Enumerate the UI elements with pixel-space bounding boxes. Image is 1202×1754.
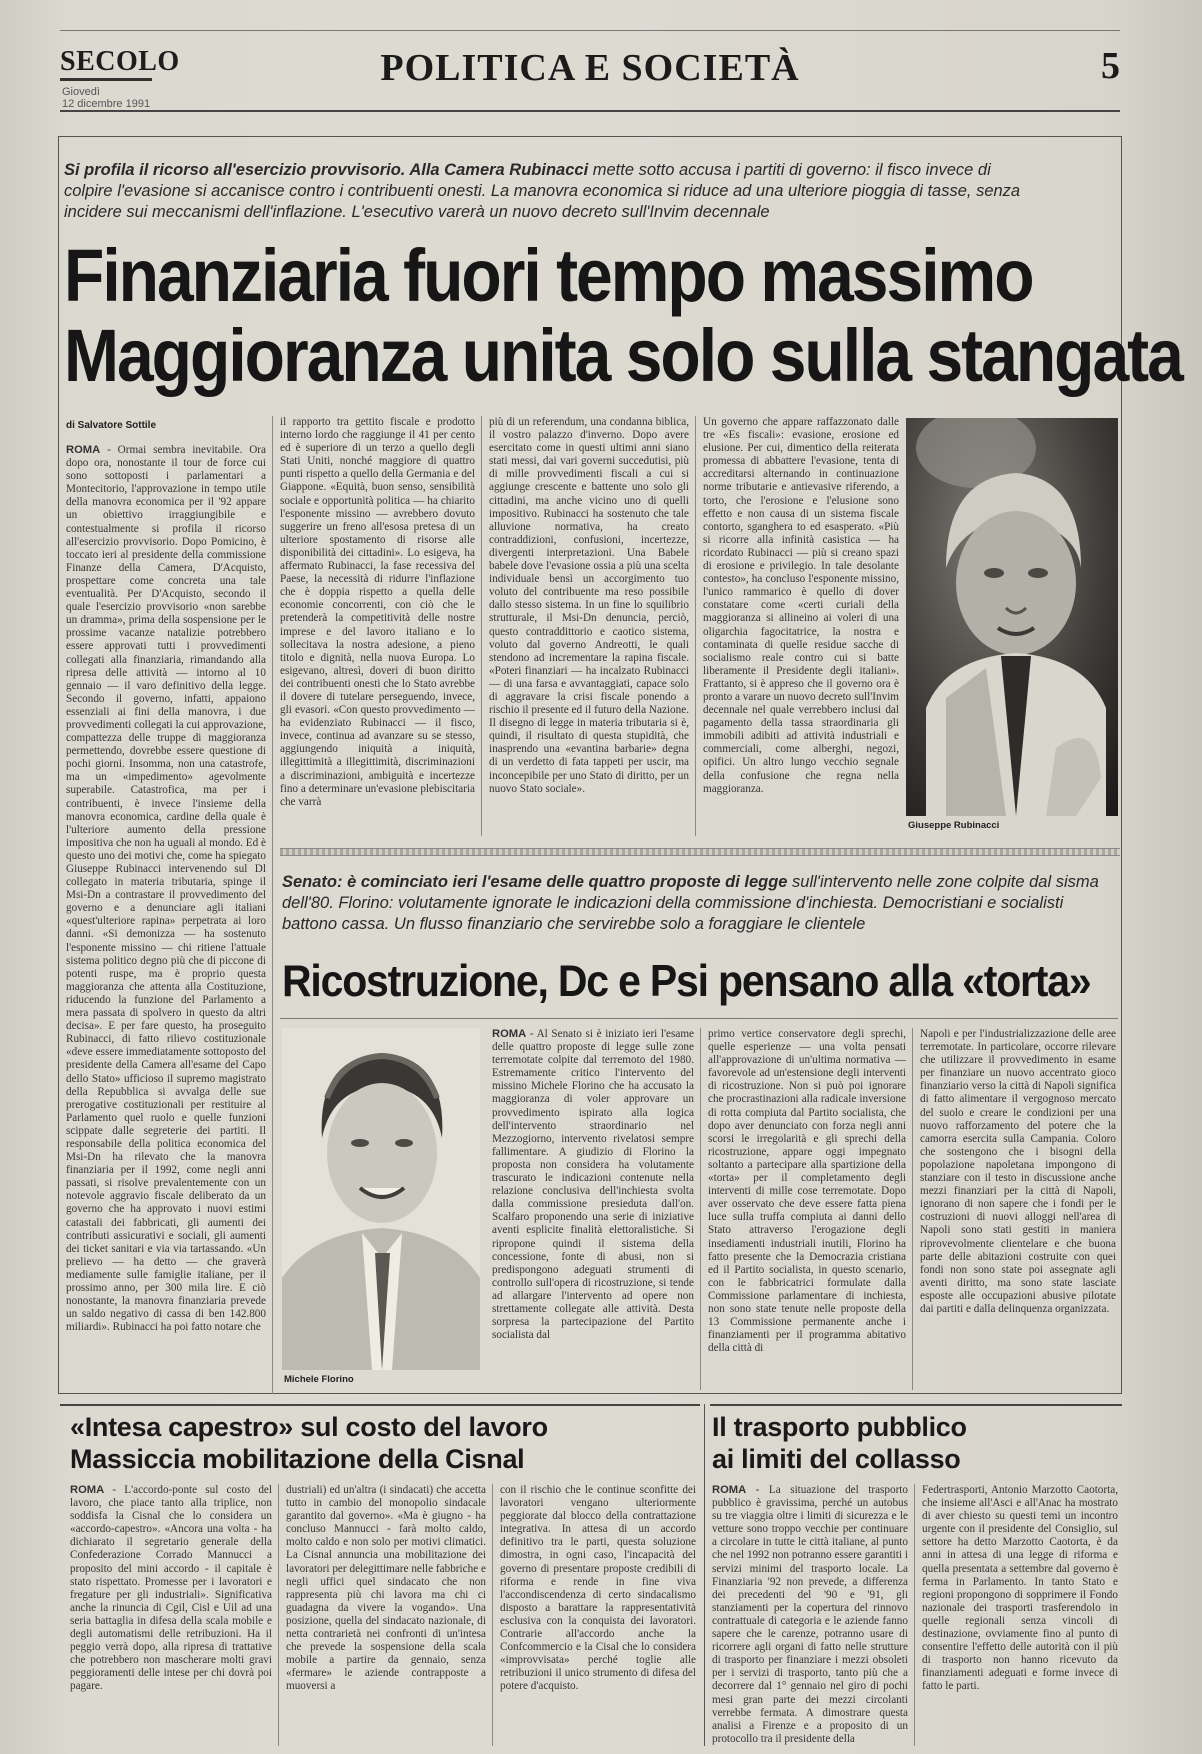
main-col1-text: Ormai sembra inevitabile. Ora dopo ora, nonostante il tour de force cui sono sottoposti i parlamentari a Montecitorio, l'approvazione in tempo utile della manovra economica per il '92 appare un obiettivo irraggiungibile e contestualmente si profila il ricorso all'esercizio provvisorio. Dopo Pomicino, è toccato ieri al presidente della commissione Finanze della Camera, D'Acquisto, prospettare come concreta una tale eventualità. Per D'Acquisto, secondo il quale l'esercizio provvisorio «non sarebbe un dramma», prima della sospensione per le prossime vacanze natalizie potrebbero essere approvati tutti i provvedimenti collegati alla finanziaria, rimandando alla ripresa delle attività — intorno al 10 gennaio — il varo definitivo della legge. Secondo il governo, infatti, appaiono essenziali ai fini della manovra, i due provvedimenti collegati la cui approvazione, compattezza delle truppe di maggioranza permettendo, dovrebbe essere questione di pochi giorni. Insomma, non una catastrofe, ma un «impedimento» agevolmente superabile. Catastrofica, ma per i contribuenti, è invece l'insieme della manovra economica, cardine della quale è l'ulteriore aumento della pressione impositiva che non ha uguali al mondo. Ed è questo uno dei motivi che, come ha spiegato Giuseppe Rubinacci intervenendo sul Dl collegato in materia tributaria, spinge il Msi-Dn a contrastare il provvedimento del governo e a denunciare agli italiani «quest'ulteriore rapina» perpetrata ai loro danni. «Si demonizza — ha sostenuto l'esponente missino — chi ritiene l'attuale sistema politico degno più che di piccone di potenti ruspe, ma è proprio questa maggioranza che attenta alla Costituzione, riducendo la funzione del Parlamento a mera passata di spolvero in questo da altri decisa». E per fare questo, ha proseguito Rubinacci, di fatto rilievo costituzionale «deve essere immediatamente sottoposto del presidente della Camera all'esame del Capo dello Stato» ufficioso il supremo magistrato della Repubblica si avvalga delle sue prerogative costituzionali per restituire al Parlamento quel ruolo e quelle funzioni scippate dalle segreterie dei partiti. Il responsabile della politica economica del Msi-Dn ha rilevato che la manovra finanziaria per il 1992, come negli anni passati, si risolve prevalentemente con un notevole aggravio fiscale deliberato da un governo che ha approvato i nuovi estimi catastali dei fabbricati, gli aumenti dei contributi assicurativi e sociali, gli aumenti dei ticket sanitari e via via tartassando. «Un prelievo — ha detto — che graverà mediamente sulle famiglie italiane, per il prossimo anno, per 300 mila lire. E ciò nonostante, la manovra finanziaria prevede un saldo negativo di cassa di ben 142.800 miliardi». Rubinacci ha poi fatto notare che (66, 444, 266, 1334)
main-article-kicker (64, 160, 1024, 223)
second-article-column-1: ROMA - Al Senato si è iniziato ieri l'esame delle quattro proposte di legge sulle zone terremotate colpite dal terremoto del 1980. Estremamente critico l'intervento del missino Michele Florino che ha accusato la maggioranza di voler approvare un provvedimento ispirato alla logica dell'intervento straordinario nel Mezzogiorno, intervento rivelatosi sempre fallimentare. A giudizio di Florino la proposta non considera ha volutamente trascurato le indicazioni contenute nella relazione conclusiva dell'inchiesta svolta dalla commissione presieduta dall'on. Scalfaro proponendo una serie di iniziative aventi esplicite finalità elettoralistiche. Si ripropone quindi il sistema della concessione, fonte di abusi, non si predispongono adeguati strumenti di controllo sull'opera di ricostruzione, si tende ad allargare l'intervento ad opere non strettamente collegate alle attività. Desta sorpresa la partecipazione del Partito socialista dal (492, 1028, 694, 1342)
florino-caption: Michele Florino (284, 1374, 354, 1385)
bottom-right-dateline: ROMA (712, 1484, 747, 1496)
masthead-top-rule (60, 30, 1120, 31)
portrait-image (282, 1028, 480, 1370)
column-divider (912, 1028, 913, 1390)
second-col1-text: Al Senato si è iniziato ieri l'esame delle quattro proposte di legge sulle zone terremotate colpite dal terremoto del 1980. Estremamente critico l'intervento del missino Michele Florino che ha accusato la maggioranza di voler approvare un provvedimento ispirato alla logica dell'intervento straordinario nel Mezzogiorno, intervento rivelatosi sempre fallimentare. A giudizio di Florino la proposta non considera ha volutamente trascurato le indicazioni contenute nella relazione conclusiva dell'inchiesta svolta dalla commissione presieduta dall'on. Scalfaro proponendo una serie di iniziative aventi esplicite finalità elettoralistiche. Si ripropone quindi il sistema della concessione, fonte di abusi, non si predispongono adeguati strumenti di controllo sull'opera di ricostruzione, si tende ad allargare l'intervento ad opere non strettamente collegate alle attività. Desta sorpresa la partecipazione del Partito socialista dal (492, 1028, 694, 1342)
portrait-image (906, 418, 1118, 816)
main-article-column-2 (280, 416, 475, 836)
section-separator-stripe (280, 848, 1120, 856)
second-col2-text: primo vertice conservatore degli sprechi, quelle esperienze — una volta pensati all'approvazione di un'ultima normativa — favorevole ad un'estensione degli interventi di ricostruzione. Non si può poi ignorare che procrastinazioni alla radicale inversione di rotta compiuta dal Partito socialista, che dopo aver denunciato con forza negli anni scorsi le irregolarità e gli sprechi della ricostruzione, appare oggi impegnato soltanto a partecipare alla spartizione della «torta» per il completamento degli interventi di mille cose terremotate. Dopo aver osservato che deve essere fatta piena luce sulla truffa compiuta ai danni dello Stato attraverso l'erogazione degli insediamenti industriali inutili, Florino ha fatto presente che la Democrazia cristiana ed il Partito socialista, in questo scenario, con le fabbricatrici formulate dalla Commissione parlamentare di inchiesta, non sono state tenute nelle proposte della 13 Commissione permanente anche i finanziamenti per il programma abitativo della città di (708, 1028, 906, 1355)
bottom-right-headline-line2: ai limiti del collasso (712, 1444, 961, 1474)
rubinacci-photo (906, 418, 1118, 816)
bottom-left-dateline: ROMA (70, 1484, 105, 1496)
second-kicker-bold: Senato: è cominciato ieri l'esame delle quattro proposte di legge (282, 873, 788, 891)
main-article-column-1: ROMA - Ormai sembra inevitabile. Ora dopo ora, nonostante il tour de force cui sono sottoposti i parlamentari a Montecitorio, l'approvazione in tempo utile della manovra economica per il '92 appare un obiettivo irraggiungibile e contestualmente si profila il ricorso all'esercizio provvisorio. Dopo Pomicino, è toccato ieri al presidente della commissione Finanze della Camera, D'Acquisto, prospettare come concreta una tale eventualità. Per D'Acquisto, secondo il quale l'esercizio provvisorio «non sarebbe un dramma», prima della sospensione per le prossime vacanze natalizie potrebbero essere approvati tutti i provvedimenti collegati alla finanziaria, rimandando alla ripresa delle attività — intorno al 10 gennaio — il varo definitivo della legge. Secondo il governo, infatti, appaiono essenziali ai fini della manovra, i due provvedimenti collegati la cui approvazione, compattezza delle truppe di maggioranza permettendo, dovrebbe essere questione di pochi giorni. Insomma, non una catastrofe, ma un «impedimento» agevolmente superabile. Catastrofica, ma per i contribuenti, è invece l'insieme della manovra economica, cardine della quale è l'ulteriore aumento della pressione impositiva che non ha uguali al mondo. Ed è questo uno dei motivi che, come ha spiegato Giuseppe Rubinacci intervenendo sul Dl collegato in materia tributaria, spinge il Msi-Dn a contrastare il provvedimento del governo e a denunciare agli italiani «quest'ulteriore rapina» perpetrata ai loro danni. «Si demonizza — ha sostenuto l'esponente missino — chi ritiene l'attuale sistema politico degno più che di piccone di potenti ruspe, ma è proprio questa maggioranza che attenta alla Costituzione, riducendo la funzione del Parlamento a mera passata di spolvero in questo da altri decisa». E per fare questo, ha proseguito Rubinacci, di fatto rilievo costituzionale «deve essere immediatamente sottoposto del presidente della Camera all'esame del Capo dello Stato» ufficioso il supremo magistrato della Repubblica si avvalga delle sue prerogative costituzionali per restituire al Parlamento quel ruolo e quelle funzioni scippate dalle segreterie dei partiti. Il responsabile della politica economica del Msi-Dn ha rilevato che la manovra finanziaria per il 1992, come negli anni passati, si risolve prevalentemente con un notevole aggravio fiscale deliberato da un governo che ha approvato i nuovi estimi catastali dei fabbricati, gli aumenti dei contributi assicurativi e sociali, gli aumenti dei ticket sanitari e via via tartassando. «Un prelievo — ha detto — che graverà mediamente sulle famiglie italiane, per il prossimo anno, per 300 mila lire. E ciò nonostante, la manovra finanziaria prevede un saldo negativo di cassa di ben 142.800 miliardi». Rubinacci ha poi fatto notare che (66, 444, 266, 1334)
main-kicker-bold: Si profila il ricorso all'esercizio provvisorio. Alla Camera Rubinacci (64, 161, 589, 179)
second-article-kicker (282, 872, 1112, 935)
main-article-column-3 (489, 416, 689, 836)
column-divider (492, 1484, 493, 1746)
bottom-left-column-3 (500, 1484, 696, 1746)
second-kicker-rest: sull'intervento nelle zone colpite dal sisma dell'80. Florino: volutamente ignorate le indicazioni della commissione d'inchiesta. Democristiani e socialisti battono cassa. Un flusso finanziario che servirebbe solo a foraggiare le clientele (282, 873, 1099, 933)
masthead (60, 40, 1120, 112)
second-article-headline: Ricostruzione, Dc e Psi pensano alla «torta» (282, 956, 1091, 1006)
bottom-right-top-rule (710, 1404, 1122, 1406)
page-number: 5 (1101, 45, 1120, 87)
second-dateline: ROMA (492, 1028, 527, 1040)
issue-day: Giovedì (62, 86, 100, 98)
bottom-left-col1-text: L'accordo-ponte sul costo del lavoro, che piace tanto alla triplice, non soddisfa la Cisnal che lo considera un «accordo-capestro». «Ancora una volta - ha dichiarato il segretario generale della Confederazione Corrado Mannucci a proposito del mini accordo - il capitale è stato rispettato. Promesse per i lavoratori e fregature per gli industriali». Significativa anche la rinuncia di Cgil, Cisl e Uil ad una seria battaglia in difesa della scala mobile e degli automatismi delle retribuzioni. Ha il peggio verrà dopo, alla ripresa di trattative che potrebbero non mascherare molti gravi peggioramenti delle intese per chi dovrà poi pagare. (70, 1484, 272, 1693)
bottom-right-column-1: ROMA - La situazione del trasporto pubblico è gravissima, perché un autobus su tre viaggia oltre i limiti di sicurezza e le vetture sono troppo vecchie per continuare a circolare in tutte le città italiane, al punto che nel 1992 non potranno essere garantiti i servizi minimi del trasporto locale. La Finanziaria '92 non prevede, a differenza dei precedenti del '90 e '91, gli stanziamenti per la copertura del rinnovo contrattuale di categoria e le aziende fanno sapere che le carenze, potranno usare di ricorrere agli organi di fatto nelle strutture di trasporto per finanziare i mezzi obsoleti per i servizi di trasporto, tanto più che a decorrere dal 1° gennaio nel giro di pochi mesi gran parte dei mezzi circolanti verrebbe fermata. A dimostrare questa analisi a Firenze e a proposito di un protocollo tra il presidente della (712, 1484, 908, 1745)
newspaper-logo: SECOLO (60, 46, 180, 77)
column-divider (481, 416, 482, 836)
column-divider (914, 1484, 915, 1746)
florino-photo (282, 1028, 480, 1370)
main-col3-text: più di un referendum, una condanna biblica, il vostro palazzo d'inverno. Dopo avere esercitato come in questi ultimi anni siano stati messi, dai vari governi succedutisi, più di mille provvedimenti fiscali a cui si aggiunge crescente e battente uno solo gli cittadini, ma anche vicino uno di quelli impositivo. Rubinacci ha sostenuto che tale alluvione normativa, ha creato contraddizioni, confusioni, incertezze, divergenti interpretazioni. Una Babele babele dove l'evasione ossia a più una scelta individuale bensì un accorgimento tuo voluto del contribuente ma reso possibile dallo stesso sistema. In un fine lo squilibrio strutturale, il Msi-Dn denuncia, perciò, questo contraddittorio e caotico sistema, voluto dal governo Andreotti, le quali stendono ad incrementare la rapina fiscale. «Poteri finanziari — ha incalzato Rubinacci — di una farsa e avvantaggiati, capace solo di aggravare la crisi fiscale ponendo a rischio il presente ed il futuro della Nazione. Il disegno di legge in materia tributaria si è, quindi, il risultato di questa stupidità, che inasprendo una «evantina barbarie» degna di un verdetto di fata tappeti per uscir, ma inconcepibile per uno Stato di diritto, per un nuovo Stato sociale». (489, 416, 689, 795)
bottom-left-headline-line2: Massiccia mobilitazione della Cisnal (70, 1444, 525, 1474)
second-article-rule (280, 1018, 1118, 1019)
bottom-right-column-2 (922, 1484, 1118, 1746)
bottom-left-column-2 (286, 1484, 486, 1746)
masthead-rule (60, 110, 1120, 112)
column-divider (272, 416, 273, 1394)
second-article-column-3 (920, 1028, 1116, 1392)
column-divider (700, 1028, 701, 1390)
bottom-left-top-rule (60, 1404, 700, 1406)
article-divider (704, 1404, 705, 1746)
bottom-left-headline-line1: «Intesa capestro» sul costo del lavoro (70, 1412, 548, 1442)
main-col2-text: il rapporto tra gettito fiscale e prodotto interno lordo che raggiunge il 41 per cento ed è superiore di un terzo a quello degli Stati Uniti, nonché maggiore di quattro punti rispetto a quello della Germania e del Giappone. «Equità, buon senso, sensibilità sociale e opportunità politica — ha chiarito l'esponente missino — avrebbero dovuto suggerire un freno all'esosa pretesa di un ulteriore spostamento di risorse alle disponibilità dei cittadini». Lo esigeva, ha affermato Rubinacci, la fase recessiva del Paese, la necessità di ridurre l'inflazione che è doppia rispetto a quella delle economie concorrenti, con ciò che le pretenderà la competitività delle nostre imprese e del lavoro italiano e lo sollecitava la nostra adesione, a pieno titolo e dignità, nella nuova Europa. Lo esigevano, altresì, doveri di buon diritto dei contribuenti onesti che lo Stato avrebbe il dovere di tutelare perseguendo, invece, gli evasori. «Con questo provvedimento — ha evidenziato Rubinacci — il fisco, invece, continua ad avanzare su se stesso, aggiungendo iniquità a iniquità, illegittimità a illegittimità, discriminazioni a discriminazioni, ambiguità e incertezze fino a determinare un'evasione plebiscitaria che varrà (280, 416, 475, 808)
main-headline-line1: Finanziaria fuori tempo massimo (64, 233, 1033, 317)
bottom-left-col2-text: dustriali) ed un'altra (i sindacati) che accetta tutto in cambio del monopolio sindacale garantito dal governo». «Ma è giugno - ha concluso Mannucci - farà molto caldo, molto caldo e non solo per motivi climatici. La Cisnal annuncia una mobilitazione dei lavoratori per delegittimare nelle fabbriche e negli uffici quel sindacato che non rappresenta più chi lavora ma chi ci guadagna da vivere la vogando». Una posizione, quella del sindacato nazionale, di netta contrarietà nei confronti di un'intesa che prevede la sospensione della scala mobile a partire da gennaio, senza «fermare» le aziende contrapposte a muoversi a (286, 1484, 486, 1693)
bottom-right-col2-text: Federtrasporti, Antonio Marzotto Caotorta, che insieme all'Asci e all'Anac ha mostrato di aver chiesto su questi temi un incontro urgente con il presidente del Consiglio, sul settore ha detto Marzotto Caotorta, è da anni in attesa di una legge di riforma e quella presentata a settembre dal governo è ferma in Parlamento. In tanto Stato e regioni propongono di sopprimere il Fondo nazionale dei trasporti trasferendolo in quelle regionali senza vincoli di destinazione, ovviamente fino al punto di consentire l'effetto delle autorità con il più di trasporto non hanno ricevuto da finanziamenti adeguati e forme invece di fatto le parti. (922, 1484, 1118, 1693)
section-title: POLITICA E SOCIETÀ (380, 47, 800, 89)
rubinacci-caption: Giuseppe Rubinacci (908, 820, 1000, 831)
main-dateline: ROMA (66, 444, 101, 456)
main-kicker-rest: mette sotto accusa i partiti di governo: il fisco invece di colpire l'evasione si accanisce contro i contribuenti onesti. La manovra economica si riduce ad una ulteriore pioggia di tasse, senza incidere sui meccanismi dell'inflazione. L'esecutivo varerà un nuovo decreto sull'Invim decennale (64, 161, 1021, 221)
bottom-left-col3-text: con il rischio che le continue sconfitte dei lavoratori vengano ulteriormente peggiorate dal blocco della contrattazione integrativa. In attesa di un accordo definitivo tra le parti, questa soluzione dimostra, in ogni caso, l'incapacità del governo di presentare proposte credibili di riforma e rende in fine viva l'accondiscendenza di certo sindacalismo disposto a barattare la rappresentatività esclusiva con la conquista dei lavoratori. Contrarie all'accordo anche la Confcommercio e la Cisal che lo considera «improvvisata» perché toglie alle retribuzioni il unico strumento di difesa del potere d'acquisto. (500, 1484, 696, 1693)
main-byline: di Salvatore Sottile (66, 420, 157, 431)
main-article-column-4 (703, 416, 899, 836)
column-divider (695, 416, 696, 836)
issue-date: 12 dicembre 1991 (62, 98, 151, 110)
main-col4-text: Un governo che appare raffazzonato dalle tre «Es fiscali»: evasione, erosione ed elusione. Per cui, dimentico della reiterata promessa di abbattere l'evasione, tenta di accreditarsi alternando in continuazione norme tributarie e antievasive riferendo, a torto, che l'erosione e l'elusione sono effetto e non causa di un sistema fiscale contorto, sganghera to ed esasperato. «Più si ricorre alla infinità casistica — ha ricordato Rubinacci — più si creano spazi di erosione e privilegio. In tale desolante contesto», ha concluso l'esponente missino, l'unico rammarico è quello di dover constatare come «certi curiali della maggioranza si allineino ai voleri di una oligarchia fagocitatrice, la nostra e contaminata di quelle residue sacche di socialismo reale contro cui si batte liberamente il Presidente degli italiani». Frattanto, si è appreso che il governo ora è pronto a varare un nuovo decreto sull'Invim decennale nel quale verrebbero inclusi dal pagamento della tassa straordinaria gli immobili adibiti ad attività industriali e commerciali, come alberghi, negozi, opifici. Un altro lungo vecchio segnale della confusione che regna nella maggioranza. (703, 416, 899, 795)
second-article-column-2 (708, 1028, 906, 1392)
bottom-left-column-1: ROMA - L'accordo-ponte sul costo del lavoro, che piace tanto alla triplice, non soddisfa la Cisnal che lo considera un «accordo-capestro». «Ancora una volta - ha dichiarato il segretario generale della Confederazione Corrado Mannucci a proposito del mini accordo - il capitale è stato rispettato. Promesse per i lavoratori e fregature per gli industriali». Significativa anche la rinuncia di Cgil, Cisl e Uil ad una seria battaglia in difesa della scala mobile e degli automatismi delle retribuzioni. Ha il peggio verrà dopo, alla ripresa di trattative che potrebbero non mascherare molti gravi peggioramenti delle intese per chi dovrà poi pagare. (70, 1484, 272, 1693)
column-divider (278, 1484, 279, 1746)
second-col3-text: Napoli e per l'industrializzazione delle aree terremotate. In particolare, occorre rilevare che utilizzare il provvedimento in esame per finanziare un nuovo accentrato gioco finanziario verso la città di Napoli significa di fatto alimentare il vergognoso mercato del suolo e creare le condizioni per una nuovo rafforzamento del potere che la camorra esercita sulla Campania. Coloro che sostengono che i bisogni della popolazione napoletana impongono di stanziare con il testo in discussione anche mezzi finanziari per la città di Napoli, ignorano di non sapere che i fondi per le costruzioni di nuovi alloggi nell'area di Napoli sono stati gestiti in maniera riprovevolmente clientelare e che buona parte delle abitazioni costruite con quei fondi non sono state poi assegnate agli aventi diritto, ma sono state lasciate esposte alle occupazioni abusive pilotate dai partiti e dalla delinquenza organizzata. (920, 1028, 1116, 1315)
bottom-right-headline-line1: Il trasporto pubblico (712, 1412, 967, 1442)
bottom-right-col1-text: La situazione del trasporto pubblico è gravissima, perché un autobus su tre viaggia oltre i limiti di sicurezza e le vetture sono troppo vecchie per continuare a circolare in tutte le città italiane, al punto che nel 1992 non potranno essere garantiti i servizi minimi del trasporto locale. La Finanziaria '92 non prevede, a differenza dei precedenti del '90 e '91, gli stanziamenti per la copertura del rinnovo contrattuale di categoria e le aziende fanno sapere che le carenze, potranno usare di ricorrere agli organi di fatto nelle strutture di trasporto per finanziare i mezzi obsoleti per i servizi di trasporto, tanto più che a decorrere dal 1° gennaio nel giro di pochi mesi gran parte dei mezzi circolanti verrebbe fermata. A dimostrare questa analisi a Firenze e a proposito di un protocollo tra il presidente della (712, 1484, 908, 1745)
main-headline-line2: Maggioranza unita solo sulla stangata (64, 313, 1182, 397)
